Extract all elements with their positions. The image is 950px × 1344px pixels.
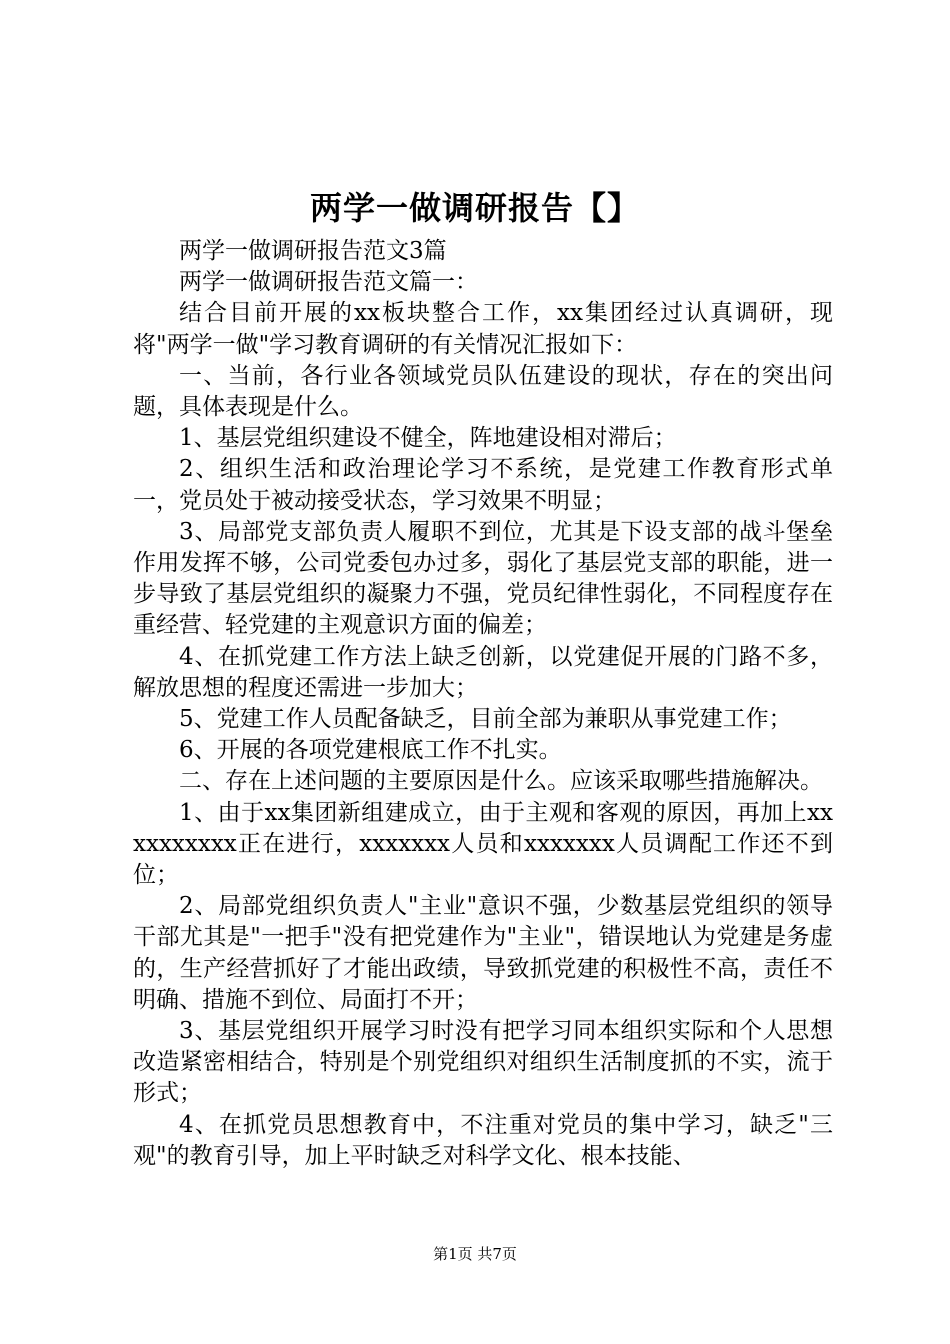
paragraph-item: 1、基层党组织建设不健全，阵地建设相对滞后；: [179, 425, 677, 452]
document-title: 两学一做调研报告【】: [309, 189, 640, 227]
paragraph-item: 4、在抓党建工作方法上缺乏创新，以党建促开展的门路不多，解放思想的程度还需进一步加大；: [133, 643, 833, 701]
paragraph-item: 6、开展的各项党建根底工作不扎实。: [179, 737, 562, 764]
document-body: [133, 236, 833, 1172]
page-footer: 第1页 共7页: [433, 1245, 517, 1263]
paragraph-item: 4、在抓党员思想教育中，不注重对党员的集中学习，缺乏"三观"的教育引导，加上平时缺乏对科学文化、根本技能、: [133, 1111, 833, 1169]
paragraph-question-one: 一、当前，各行业各领域党员队伍建设的现状，存在的突出问题，具体表现是什么。: [133, 362, 833, 421]
paragraph-item: 5、党建工作人员配备缺乏，目前全部为兼职从事党建工作；: [179, 706, 792, 733]
paragraph-intro: 结合目前开展的xx板块整合工作，xx集团经过认真调研，现将"两学一做"学习教育调研的有关情况汇报如下：: [133, 300, 833, 358]
paragraph-item: 3、局部党支部负责人履职不到位，尤其是下设支部的战斗堡垒作用发挥不够，公司党委包办过多，弱化了基层党支部的职能，进一步导致了基层党组织的凝聚力不强，党员纪律性弱化，不同程度存在重经营、轻党建的主观意识方面的偏差；: [133, 518, 833, 639]
paragraph-item: 3、基层党组织开展学习时没有把学习同本组织实际和个人思想改造紧密相结合，特别是个别党组织对组织生活制度抓的不实，流于形式；: [133, 1018, 833, 1107]
paragraph-item: 2、组织生活和政治理论学习不系统，是党建工作教育形式单一，党员处于被动接受状态，学习效果不明显；: [133, 456, 833, 514]
paragraph-item: 1、由于xx集团新组建成立，由于主观和客观的原因，再加上xxxxxxxxxx正在进行，xxxxxxx人员和xxxxxxx人员调配工作还不到位；: [133, 799, 833, 889]
paragraph-subtitle: 两学一做调研报告范文3篇: [179, 238, 447, 264]
paragraph-section-heading: 两学一做调研报告范文篇一：: [179, 269, 478, 296]
paragraph-item: 2、局部党组织负责人"主业"意识不强，少数基层党组织的领导干部尤其是"一把手"没有把党建作为"主业"，错误地认为党建是务虚的，生产经营抓好了才能出政绩，导致抓党建的积极性不高，责任不明确、措施不到位、局面打不开；: [133, 893, 833, 1013]
paragraph-question-two: 二、存在上述问题的主要原因是什么。应该采取哪些措施解决。: [179, 768, 823, 795]
